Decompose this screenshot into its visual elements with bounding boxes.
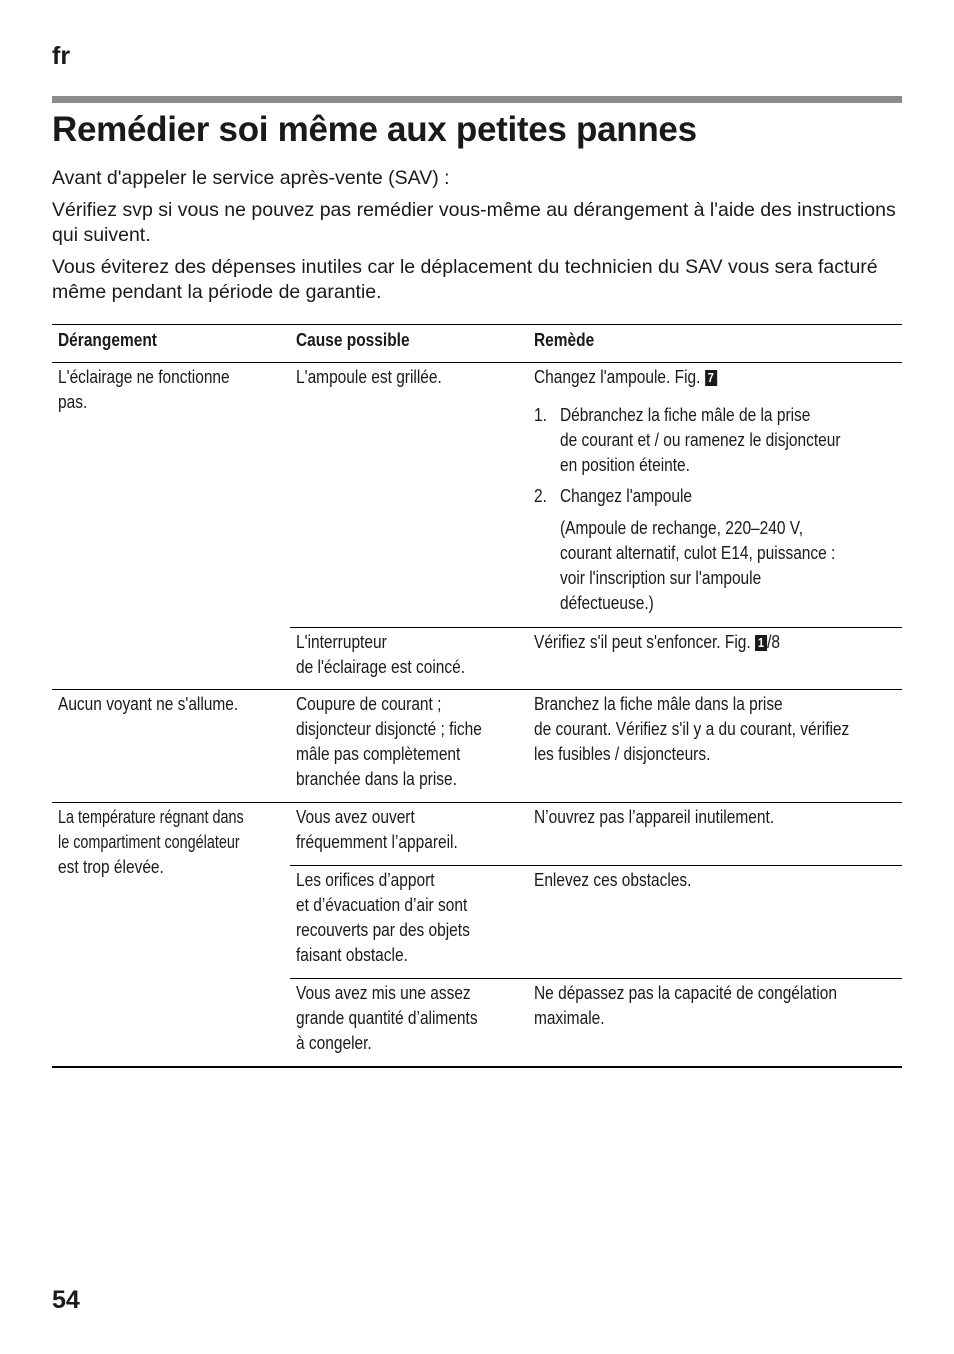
- figure-ref-badge: 7: [705, 370, 717, 386]
- remedy-cell: Vérifiez s'il peut s'enfoncer. Fig. 1 /8: [534, 632, 780, 652]
- troubleshooting-table: [52, 324, 902, 1068]
- intro-text: [52, 166, 902, 312]
- page-title: Remédier soi même aux petites pannes: [52, 110, 697, 149]
- remedy-cell: Ne dépassez pas la capacité de congélation maximale.: [534, 983, 837, 1028]
- cause-cell: Les orifices d’apport et d’évacuation d’air sont recouverts par des objets faisant obstacle.: [296, 870, 470, 965]
- column-header-remedy: Remède: [534, 330, 595, 350]
- table-row: [52, 690, 902, 803]
- table-subrow: [290, 803, 902, 865]
- table-subrow: [290, 363, 902, 627]
- remedy-cell: N’ouvrez pas l’appareil inutilement.: [534, 807, 775, 827]
- language-tag: fr: [52, 42, 71, 70]
- cause-cell: L'interrupteur de l'éclairage est coincé.: [296, 632, 466, 677]
- cause-remedy-group: [290, 363, 902, 689]
- fault-cell: La température régnant dans le compartiment congélateur est trop élevée.: [58, 807, 244, 877]
- column-header-fault: Dérangement: [58, 330, 157, 350]
- table-subrow: [290, 978, 902, 1066]
- page-number: 54: [52, 1286, 80, 1314]
- column-header-cause: Cause possible: [296, 330, 410, 350]
- list-item: 2. Changez l'ampoule: [534, 486, 693, 506]
- cause-cell: Vous avez mis une assez grande quantité d’aliments à congeler.: [296, 983, 478, 1053]
- list-item: 1. Débranchez la fiche mâle de la prise de courant et / ou ramenez le disjoncteur en position éteinte.: [534, 405, 841, 475]
- cause-cell: L'ampoule est grillée.: [296, 367, 442, 387]
- remedy-cell: Branchez la fiche mâle dans la prise de courant. Vérifiez s'il y a du courant, vérifiez les fusibles / disjoncteurs.: [534, 694, 850, 764]
- cause-remedy-group: [290, 803, 902, 1066]
- table-row: [52, 803, 902, 1068]
- remedy-cell: Changez l'ampoule. Fig. 7 1. Débranchez la fiche mâle de la prise de courant et / ou ramenez le disjoncteur en position éteinte. 2. Changez l'ampoule (Ampoule de rechange, 220–240 V, courant alternatif, culot E14, puissance : voir l'inscription sur l'ampoule défectueuse.): [528, 363, 902, 627]
- intro-paragraph: Avant d'appeler le service après-vente (SAV) :: [52, 167, 450, 189]
- table-subrow: [290, 865, 902, 978]
- intro-paragraph: Vérifiez svp si vous ne pouvez pas remédier vous-même au dérangement à l'aide des instructions qui suivent.: [52, 199, 896, 246]
- intro-paragraph: Vous éviterez des dépenses inutiles car le déplacement du technicien du SAV vous sera facturé même pendant la période de garantie.: [52, 256, 878, 303]
- cause-cell: Vous avez ouvert fréquemment l’appareil.: [296, 807, 458, 852]
- cause-cell: Coupure de courant ; disjoncteur disjoncté ; fiche mâle pas complètement branchée dans la prise.: [296, 694, 482, 789]
- remedy-cell: Enlevez ces obstacles.: [534, 870, 692, 890]
- table-row: [52, 363, 902, 690]
- table-subrow: [290, 627, 902, 689]
- fault-cell: L'éclairage ne fonctionne pas.: [58, 367, 230, 412]
- header-rule: [52, 96, 902, 103]
- table-header-row: [52, 324, 902, 363]
- figure-ref-badge: 1: [755, 635, 767, 651]
- fault-cell: Aucun voyant ne s'allume.: [58, 694, 239, 714]
- list-note: (Ampoule de rechange, 220–240 V, courant alternatif, culot E14, puissance : voir l'inscription sur l'ampoule défectueuse.): [560, 518, 836, 613]
